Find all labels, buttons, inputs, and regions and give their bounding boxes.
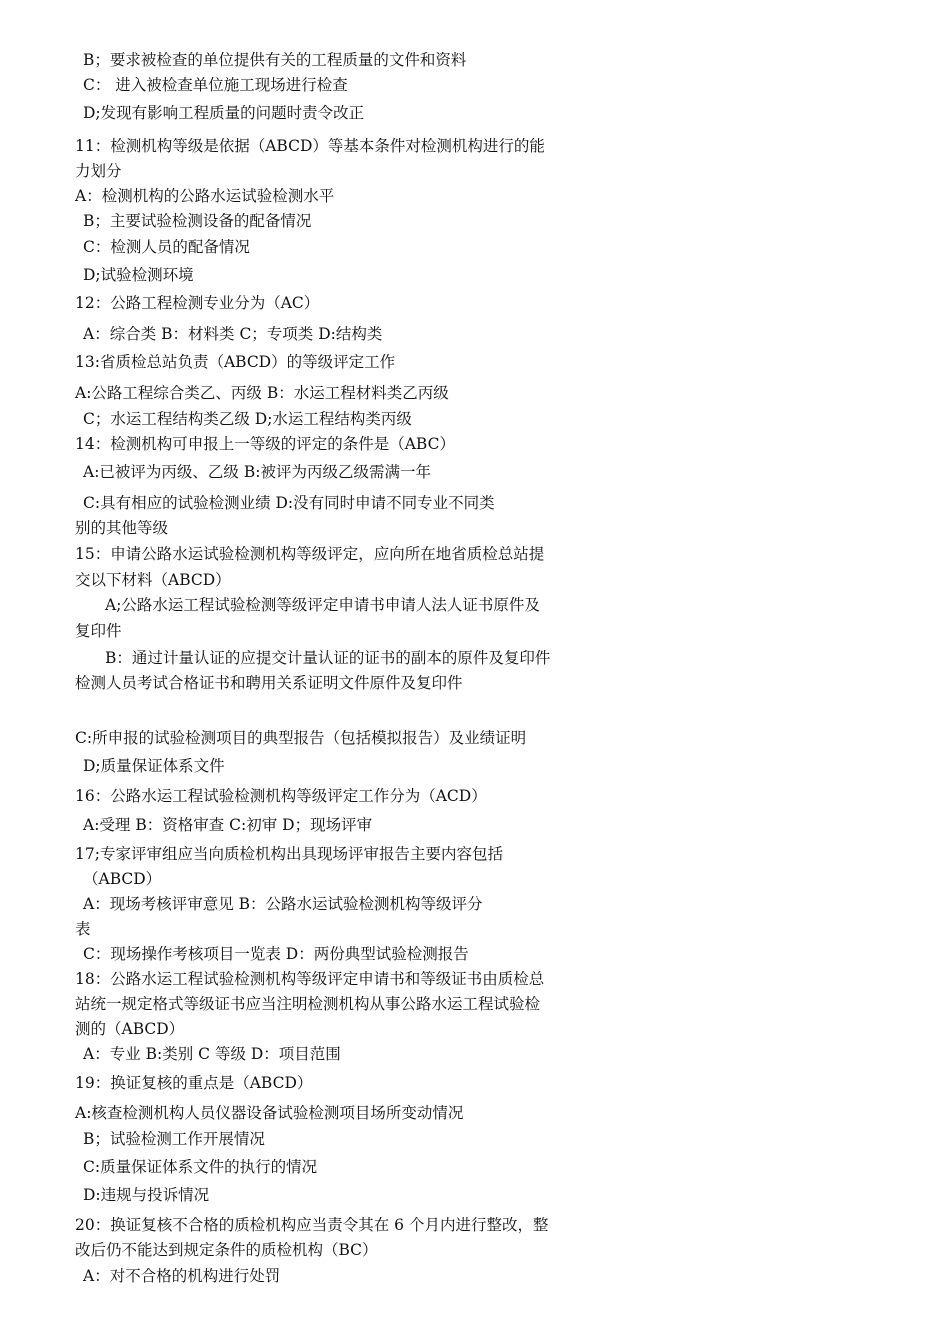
text-line: D;试验检测环境	[83, 266, 194, 284]
question-18: 18：公路水运工程试验检测机构等级评定申请书和等级证书由质检总	[75, 970, 545, 988]
text-line: C： 进入被检查单位施工现场进行检查	[83, 76, 348, 94]
text-line: B：通过计量认证的应提交计量认证的证书的副本的原件及复印件	[105, 649, 551, 667]
text-line: A：检测机构的公路水运试验检测水平	[75, 187, 335, 205]
question-13: 13:省质检总站负责（ABCD）的等级评定工作	[75, 353, 396, 371]
text-line: 改后仍不能达到规定条件的质检机构（BC）	[75, 1241, 378, 1259]
question-19: 19：换证复核的重点是（ABCD）	[75, 1074, 313, 1092]
text-line: A:公路工程综合类乙、丙级 B：水运工程材料类乙丙级	[75, 384, 449, 402]
text-line: A：对不合格的机构进行处罚	[83, 1267, 281, 1285]
text-line: D;质量保证体系文件	[83, 757, 225, 775]
text-line: B；主要试验检测设备的配备情况	[83, 212, 312, 230]
text-line: 别的其他等级	[75, 519, 169, 537]
text-line: B；要求被检查的单位提供有关的工程质量的文件和资料	[83, 51, 467, 69]
question-12: 12：公路工程检测专业分为（AC）	[75, 294, 320, 312]
text-line: A：专业 B:类别 C 等级 D：项目范围	[83, 1045, 341, 1063]
question-16: 16：公路水运工程试验检测机构等级评定工作分为（ACD）	[75, 787, 487, 805]
text-line: 复印件	[75, 622, 122, 640]
text-line: 检测人员考试合格证书和聘用关系证明文件原件及复印件	[75, 674, 463, 692]
text-line: C:具有相应的试验检测业绩 D:没有同时申请不同专业不同类	[83, 494, 495, 512]
text-line: D;发现有影响工程质量的问题时责令改正	[83, 104, 365, 122]
question-11: 11：检测机构等级是依据（ABCD）等基本条件对检测机构进行的能	[75, 137, 545, 155]
text-line: C:质量保证体系文件的执行的情况	[83, 1158, 318, 1176]
text-line: A：现场考核评审意见 B：公路水运试验检测机构等级评分	[83, 895, 483, 913]
text-line: A:核查检测机构人员仪器设备试验检测项目场所变动情况	[75, 1104, 464, 1122]
text-line: C；水运工程结构类乙级 D;水运工程结构类丙级	[83, 410, 412, 428]
text-line: 力划分	[75, 162, 122, 180]
text-line: （ABCD）	[83, 870, 162, 888]
question-20: 20：换证复核不合格的质检机构应当责令其在 6 个月内进行整改，整	[75, 1216, 549, 1234]
question-14: 14：检测机构可申报上一等级的评定的条件是（ABC）	[75, 435, 455, 453]
text-line: 站统一规定格式等级证书应当注明检测机构从事公路水运工程试验检	[75, 995, 541, 1013]
text-line: 交以下材料（ABCD）	[75, 571, 231, 589]
text-line: 表	[75, 920, 91, 938]
text-line: A:已被评为丙级、乙级 B:被评为丙级乙级需满一年	[83, 463, 431, 481]
text-line: A：综合类 B：材料类 C；专项类 D:结构类	[83, 325, 383, 343]
text-line: 测的（ABCD）	[75, 1020, 185, 1038]
question-17: 17;专家评审组应当向质检机构出具现场评审报告主要内容包括	[75, 845, 503, 863]
text-line: A;公路水运工程试验检测等级评定申请书申请人法人证书原件及	[105, 596, 540, 614]
text-line: B；试验检测工作开展情况	[83, 1130, 265, 1148]
text-line: C：检测人员的配备情况	[83, 238, 250, 256]
text-line: C：现场操作考核项目一览表 D：两份典型试验检测报告	[83, 945, 469, 963]
text-line: C:所申报的试验检测项目的典型报告（包括模拟报告）及业绩证明	[75, 729, 527, 747]
text-line: D:违规与投诉情况	[83, 1186, 210, 1204]
text-line: A:受理 B：资格审查 C:初审 D；现场评审	[83, 816, 373, 834]
question-15: 15：申请公路水运试验检测机构等级评定，应向所在地省质检总站提	[75, 545, 545, 563]
